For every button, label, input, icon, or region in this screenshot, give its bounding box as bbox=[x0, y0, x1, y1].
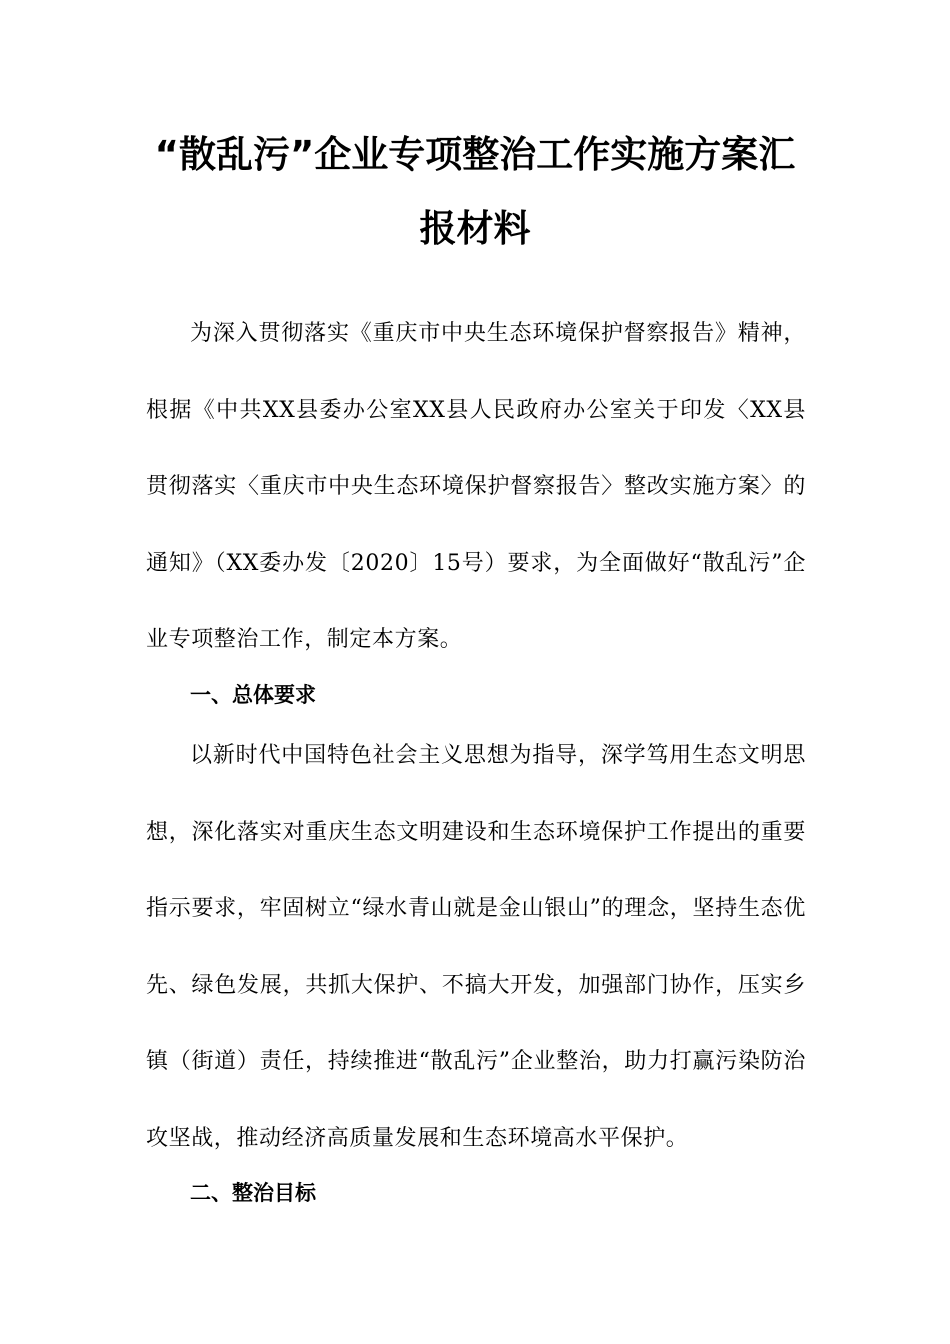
section-heading-rectification-goals: 二、整治目标 bbox=[190, 1181, 316, 1205]
document-title-line-1: “散乱污”企业专项整治工作实施方案汇 bbox=[154, 133, 796, 176]
section-heading-overall-requirements: 一、总体要求 bbox=[190, 683, 316, 707]
intro-paragraph: 为深入贯彻落实《重庆市中央生态环境保护督察报告》精神，根据《中共XX县委办公室XX县人民政府办公室关于印发〈XX县贯彻落实〈重庆市中央生态环境保护督察报告〉整改实施方案〉的通知》（XX委办发〔2020〕15号）要求，为全面做好“散乱污”企业专项整治工作，制定本方案。 bbox=[146, 321, 806, 652]
overall-requirements-paragraph: 以新时代中国特色社会主义思想为指导，深学笃用生态文明思想，深化落实对重庆生态文明建设和生态环境保护工作提出的重要指示要求，牢固树立“绿水青山就是金山银山”的理念，坚持生态优先、绿色发展，共抓大保护、不搞大开发，加强部门协作，压实乡镇（街道）责任，持续推进“散乱污”企业整治，助力打赢污染防治攻坚战，推动经济高质量发展和生态环境高水平保护。 bbox=[146, 743, 806, 1151]
document-title-line-2: 报材料 bbox=[419, 207, 531, 250]
